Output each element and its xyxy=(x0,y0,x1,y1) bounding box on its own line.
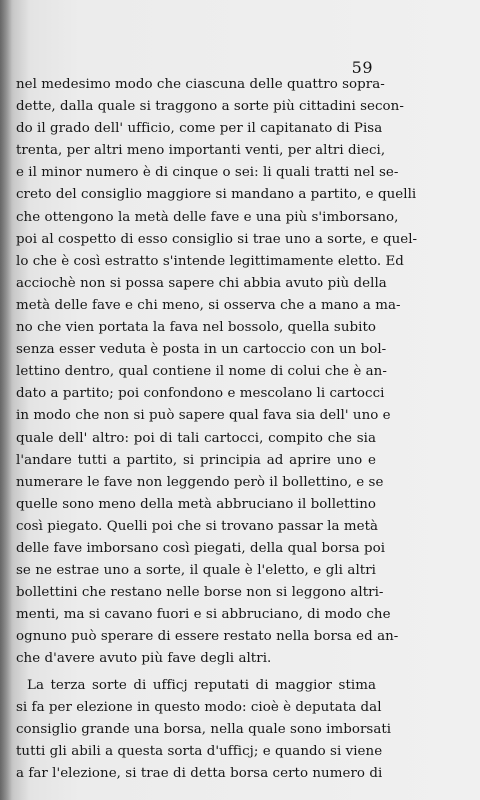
text-line: quelle sono meno della metà abbruciano il bollettino xyxy=(16,496,376,512)
text-line: lo che è così estratto s'intende legittimamente eletto. Ed xyxy=(16,253,404,269)
text-line: dette, dalla quale si traggono a sorte più cittadini secon- xyxy=(16,99,404,115)
text-line: metà delle fave e chi meno, si osserva che a mano a ma- xyxy=(16,297,401,313)
text-line: creto del consiglio maggiore si mandano a partito, e quelli xyxy=(16,187,417,203)
text-line: che ottengono la metà delle fave e una più s'imborsano, xyxy=(16,209,399,225)
text-line: in modo che non si può sapere qual fava sia dell' uno e xyxy=(16,408,391,424)
body-text xyxy=(16,74,418,785)
text-line: tutti gli abili a questa sorta d'ufficj; e quando si viene xyxy=(16,743,383,759)
text-line: senza esser veduta è posta in un cartoccio con un bol- xyxy=(16,342,387,358)
text-line: nel medesimo modo che ciascuna delle quattro sopra- xyxy=(16,77,385,92)
text-line: numerare le fave non leggendo però il bollettino, e se xyxy=(16,474,384,490)
text-line: dato a partito; poi confondono e mescolano li cartocci xyxy=(16,386,385,402)
text-line: e il minor numero è di cinque o sei: li quali tratti nel se- xyxy=(16,165,399,181)
text-line: La terza sorte di ufficj reputati di maggior stima xyxy=(27,677,376,693)
page-number: 59 xyxy=(351,58,373,77)
text-line: acciochè non si possa sapere chi abbia avuto più della xyxy=(16,275,387,291)
binding-shadow xyxy=(0,0,12,800)
text-line: quale dell' altro: poi di tali cartocci, compito che sia xyxy=(16,430,376,446)
text-line: che d'avere avuto più fave degli altri. xyxy=(16,651,272,667)
text-line: bollettini che restano nelle borse non si leggono altri- xyxy=(16,585,384,601)
text-line: delle fave imborsano così piegati, della qual borsa poi xyxy=(16,540,386,556)
text-line: menti, ma si cavano fuori e si abbruciano, di modo che xyxy=(16,607,391,623)
text-line: se ne estrae uno a sorte, il quale è l'eletto, e gli altri xyxy=(16,563,376,579)
text-line: si fa per elezione in questo modo: cioè è deputata dal xyxy=(16,699,382,715)
text-line: l'andare tutti a partito, si principia ad aprire uno e xyxy=(16,452,376,468)
text-line: do il grado dell' ufficio, come per il capitanato di Pisa xyxy=(16,121,383,137)
text-line: trenta, per altri meno importanti venti, per altri dieci, xyxy=(16,143,386,159)
text-line: così piegato. Quelli poi che si trovano passar la metà xyxy=(16,518,379,534)
text-line: lettino dentro, qual contiene il nome di colui che è an- xyxy=(16,364,387,380)
text-line: poi al cospetto di esso consiglio si trae uno a sorte, e quel- xyxy=(16,231,418,247)
text-line: consiglio grande una borsa, nella quale sono imborsati xyxy=(16,721,392,737)
text-line: ognuno può sperare di essere restato nella borsa ed an- xyxy=(16,629,399,645)
text-line: a far l'elezione, si trae di detta borsa certo numero di xyxy=(16,765,383,781)
text-line: no che vien portata la fava nel bossolo, quella subito xyxy=(16,320,376,336)
